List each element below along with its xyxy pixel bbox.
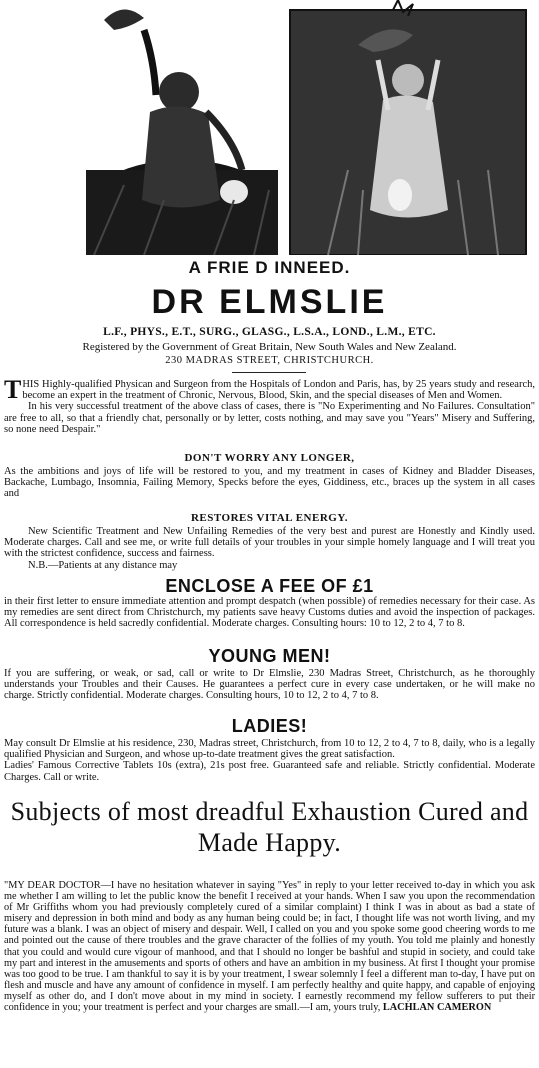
divider-rule: [232, 372, 306, 373]
testimonial-heading: Subjects of most dreadful Exhaustion Cured and Made Happy.: [10, 797, 529, 857]
testimonial-signature: LACHLAN CAMERON: [382, 1002, 492, 1014]
testimonial-text: "MY DEAR DOCTOR—I have no hesitation whatever in saying "Yes" in reply to your letter received to-day in which you ask me whether I am willing to let the public know the benefit I received at your hands. When I saw you upon the recommendation of Mr Griffiths whom you had previously completely cured of a similar complaint) I think I was in about as bad a state of misery and depression in both mind and body as any human being could be; in fact, I thought life was not worth living, and my future was a blank. I was an object of misery and despair. Well, I called on you and you spoke some good cheering words to me and pointed out the cause of there troubles and the grave character of the follies of my youth. You told me plainly and honestly that you could and would cure vigour of manhood, and that I should no longer be bashful and stupid in society, and could take my part and interest in the amusements and sports of others and have an ambition in my business. At first I thought your promise was too good to be true. I am thankful to say it is by your treatment, I swear solemnly I feel a different man to-day, I have put on flesh and muscle and have any amount of confidence in myself. I am perfectly healthy and quite happy, and capable of enjoying myself as other do, and I don't move about in my mind in society. I earnestly recommend my fellow sufferers to put their confidence in you; your treatment is perfect and your charges are small.—I am, yours truly,: [4, 880, 535, 1014]
drop-cap: T: [4, 375, 22, 404]
address-line: 230 MADRAS STREET, CHRISTCHURCH.: [165, 355, 374, 366]
ladies-text-2: Ladies' Famous Corrective Tablets 10s (extra), 21s post free. Guaranteed safe and reliable. Strictly confidential. Moderate Charges. Call or write.: [4, 760, 535, 783]
intro-text: HIS Highly-qualified Physican and Surgeon from the Hospitals of London and Paris, has, by 25 years study and research, become an expert in the treatment of Chronic, Nervous, Blood, Skin, and the special diseases of Men and Women.: [22, 379, 535, 402]
heading-young-men: YOUNG MEN!: [208, 646, 331, 666]
heading-dont-worry: DON'T WORRY ANY LONGER,: [184, 452, 355, 464]
intro-paragraph: [4, 375, 535, 435]
woman-with-basket-illustration-left: [84, 0, 280, 255]
ladies-text: May consult Dr Elmslie at his residence, 230, Madras street, Christchurch, from 10 to 12, 2 to 4, 7 to 8, daily, who is a legally qualified Physician and Surgeon, and whose up-to-date treatment gives the great satisfaction.: [4, 738, 535, 761]
worry-paragraph: As the ambitions and joys of life will be restored to you, and my treatment in cases of Kidney and Bladder Diseases, Backache, Lumbago, Insomnia, Failing Memory, Specks before the eyes, Giddiness, etc., braces up the system in all cases and: [4, 466, 535, 500]
testimonial-paragraph: [4, 880, 535, 1013]
vital-text: New Scientific Treatment and New Unfailing Remedies of the very best and purest are Honestly and Kindly used. Moderate charges. Call and see me, or write full details of your troubles in your simple homely language and I will treat you with the strictest confidence, success and fairness.: [4, 526, 535, 560]
heading-ladies: LADIES!: [231, 716, 308, 736]
vital-note: N.B.—Patients at any distance may: [28, 559, 178, 571]
ladies-paragraph: [4, 738, 535, 783]
heading-a-friend-in-need: A FRIE D INNEED.: [188, 258, 351, 277]
fee-paragraph: in their first letter to ensure immediate attention and prompt despatch (when possible) of remedies necessary for their case. As my remedies are sent direct from Christchurch, my patients save heavy Customs duties and avoid the inspection of packages. All correspondence is held sacredly confidential. Moderate charges. Consulting hours: 10 to 12, 2 to 4, 7 to 8.: [4, 596, 535, 630]
doctor-name-heading: DR ELMSLIE: [151, 283, 388, 321]
heading-restores-vital-energy: RESTORES VITAL ENERGY.: [190, 512, 348, 524]
qualifications-line: L.F., PHYS., E.T., SURG., GLASG., L.S.A., LOND., L.M., ETC.: [103, 326, 436, 338]
registered-line: Registered by the Government of Great Britain, New South Wales and New Zealand.: [82, 341, 457, 353]
woman-with-basket-illustration-right: [288, 0, 528, 255]
intro-text-2: In his very successful treatment of the above class of cases, there is "No Experimenting and No Failures. Consultation" are free to all, so that a friendly chat, personally or by letter, costs nothing, and may save you "Years" Misery and Suffering, so none need Despair.": [4, 401, 535, 435]
heading-enclose-fee: ENCLOSE A FEE OF £1: [165, 576, 374, 596]
vital-paragraph: [4, 526, 535, 571]
men-paragraph: If you are suffering, or weak, or sad, call or write to Dr Elmslie, 230 Madras Street, Christchurch, as he thoroughly understands your Troubles and their Causes. He guarantees a perfect cure in every case undertaken, or he will make no charge. Strictly confidential. Moderate charges. Consulting hours, 10 to 12, 2 to 4, 7 to 8.: [4, 668, 535, 702]
